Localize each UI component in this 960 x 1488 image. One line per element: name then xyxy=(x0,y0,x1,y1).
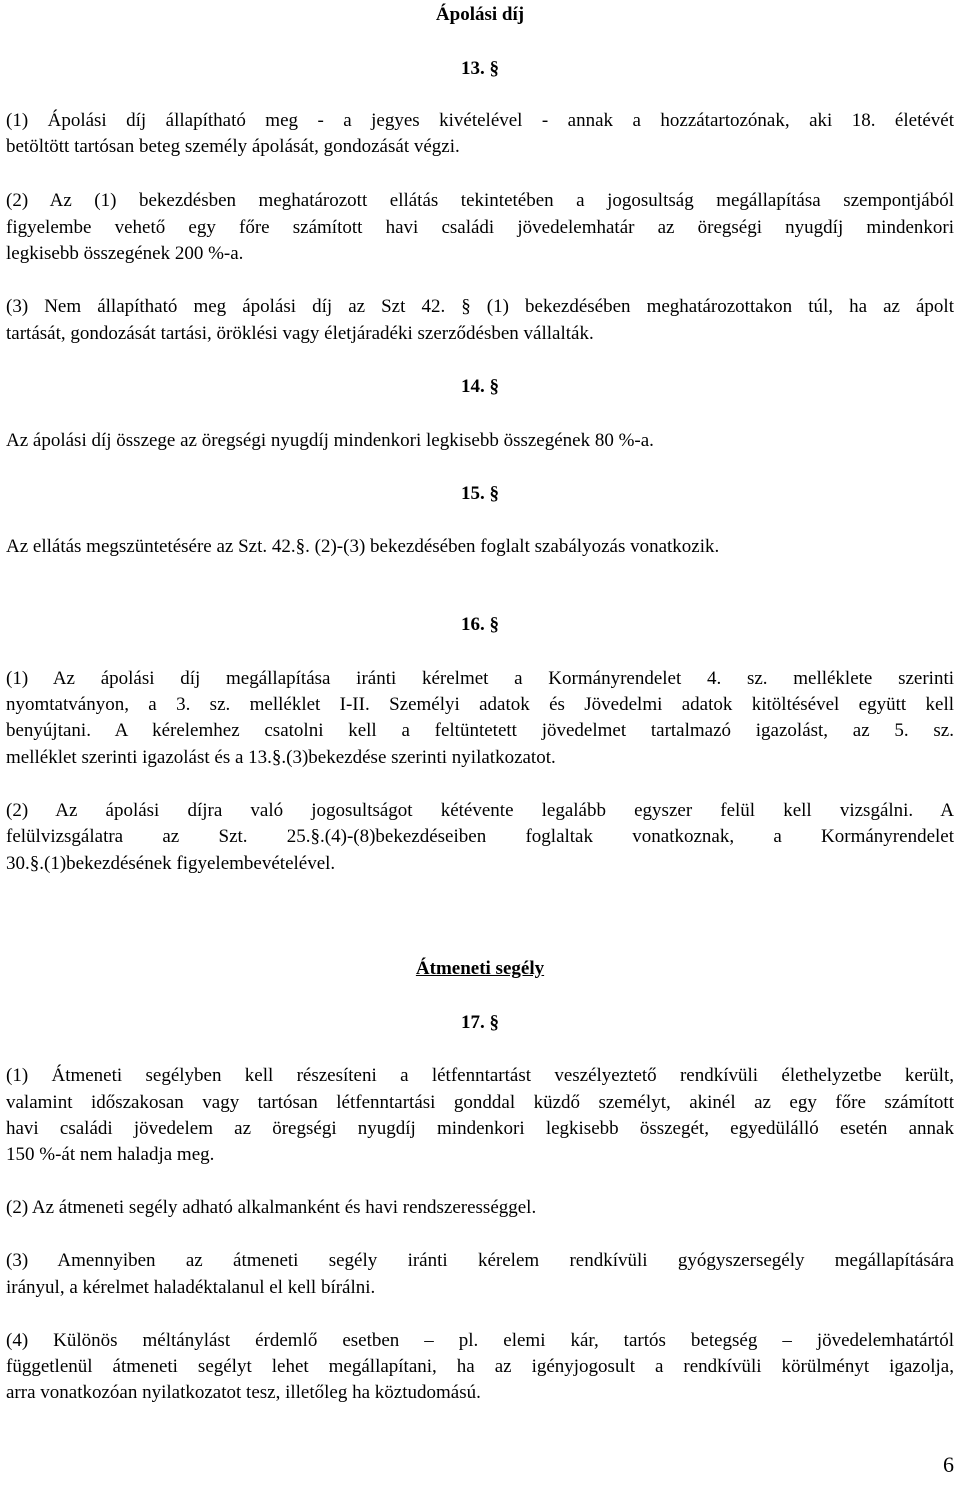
paragraph-number: 17. xyxy=(461,1012,485,1033)
paragraph-heading-13 xyxy=(0,56,960,82)
section-sign: § xyxy=(489,58,499,79)
p17-3-line-1: (3) Amennyiben az átmeneti segély iránti kérelem rendkívüli gyógyszersegély megállapítására xyxy=(6,1250,954,1271)
paragraph-heading-17 xyxy=(0,1010,960,1036)
p16-2-line-1: (2) Az ápolási díjra való jogosultságot kétévente legalább egyszer felül kell vizsgálni. A xyxy=(6,800,954,821)
p15-text: Az ellátás megszüntetésére az Szt. 42.§. (2)-(3) bekezdésében foglalt szabályozás vonatkozik. xyxy=(6,536,720,557)
section-sign: § xyxy=(489,614,499,635)
paragraph-number: 14. xyxy=(461,376,485,397)
section-sign: § xyxy=(489,483,499,504)
paragraph-heading-15 xyxy=(0,481,960,507)
p17-1-line-4: 150 %-át nem haladja meg. xyxy=(6,1144,215,1165)
p17-1-line-1: (1) Átmeneti segélyben kell részesíteni a létfenntartást veszélyeztető rendkívüli élethelyzetbe került, xyxy=(6,1065,954,1086)
p16-1-line-3: benyújtani. A kérelemhez csatolni kell a feltüntetett jövedelmet tartalmazó igazolást, az 5. sz. xyxy=(6,720,954,741)
p17-4-line-1: (4) Különös méltánylást érdemlő esetben – pl. elemi kár, tartós betegség – jövedelemhatártól xyxy=(6,1330,954,1351)
p17-1-line-2: valamint időszakosan vagy tartósan létfenntartási gonddal küzdő személyt, akinél az egy főre számított xyxy=(6,1092,954,1113)
p13-2-line-3: legkisebb összegének 200 %-a. xyxy=(6,243,244,264)
section-title-atmeneti-segely: Átmeneti segély xyxy=(415,958,545,979)
p17-4-line-2: függetlenül átmeneti segélyt lehet megállapítani, ha az igényjogosult a rendkívüli körülményt igazolja, xyxy=(6,1356,954,1377)
p13-2-line-2: figyelembe vehető egy főre számított havi családi jövedelemhatár az öregségi nyugdíj mindenkori xyxy=(6,217,954,238)
p17-2-text: (2) Az átmeneti segély adható alkalmanként és havi rendszerességgel. xyxy=(6,1197,537,1218)
p17-4-line-3: arra vonatkozóan nyilatkozatot tesz, illetőleg ha köztudomású. xyxy=(6,1382,481,1403)
paragraph-number: 16. xyxy=(461,614,485,635)
p16-1-line-1: (1) Az ápolási díj megállapítása iránti kérelmet a Kormányrendelet 4. sz. melléklete szerinti xyxy=(6,668,954,689)
p16-2-line-3: 30.§.(1)bekezdésének figyelembevételével. xyxy=(6,853,336,874)
section-title-apolasi-dij: Ápolási díj xyxy=(435,4,525,25)
paragraph-heading-16 xyxy=(0,612,960,638)
p16-1-line-2: nyomtatványon, a 3. sz. melléklet I-II. Személyi adatok és Jövedelmi adatok kitöltésével együtt kell xyxy=(6,694,954,715)
section-sign: § xyxy=(489,1012,499,1033)
p13-3-line-1: (3) Nem állapítható meg ápolási díj az Szt 42. § (1) bekezdésében meghatározottakon túl, ha az ápolt xyxy=(6,296,954,317)
p16-2-line-2: felülvizsgálatra az Szt. 25.§.(4)-(8)bekezdéseiben foglaltak vonatkoznak, a Kormányrendelet xyxy=(6,826,954,847)
p16-1-line-4: melléklet szerinti igazolást és a 13.§.(3)bekezdése szerinti nyilatkozatot. xyxy=(6,747,556,768)
paragraph-number: 15. xyxy=(461,483,485,504)
p14-text: Az ápolási díj összege az öregségi nyugdíj mindenkori legkisebb összegének 80 %-a. xyxy=(6,430,654,451)
p13-2-line-1: (2) Az (1) bekezdésben meghatározott ellátás tekintetében a jogosultság megállapítása szempontjából xyxy=(6,190,954,211)
paragraph-heading-14 xyxy=(0,374,960,400)
section-sign: § xyxy=(489,376,499,397)
p17-1-line-3: havi családi jövedelem az öregségi nyugdíj mindenkori legkisebb összegét, egyedülálló esetén annak xyxy=(6,1118,954,1139)
p17-3-line-2: irányul, a kérelmet haladéktalanul el kell bírálni. xyxy=(6,1277,376,1298)
p13-1-line-1: (1) Ápolási díj állapítható meg - a jegyes kivételével - annak a hozzátartozónak, aki 18. életévét xyxy=(6,110,954,131)
page-number: 6 xyxy=(943,1452,954,1477)
paragraph-number: 13. xyxy=(461,58,485,79)
p13-3-line-2: tartását, gondozását tartási, öröklési vagy életjáradéki szerződésben vállalták. xyxy=(6,323,594,344)
p13-1-line-2: betöltött tartósan beteg személy ápolását, gondozását végzi. xyxy=(6,136,460,157)
